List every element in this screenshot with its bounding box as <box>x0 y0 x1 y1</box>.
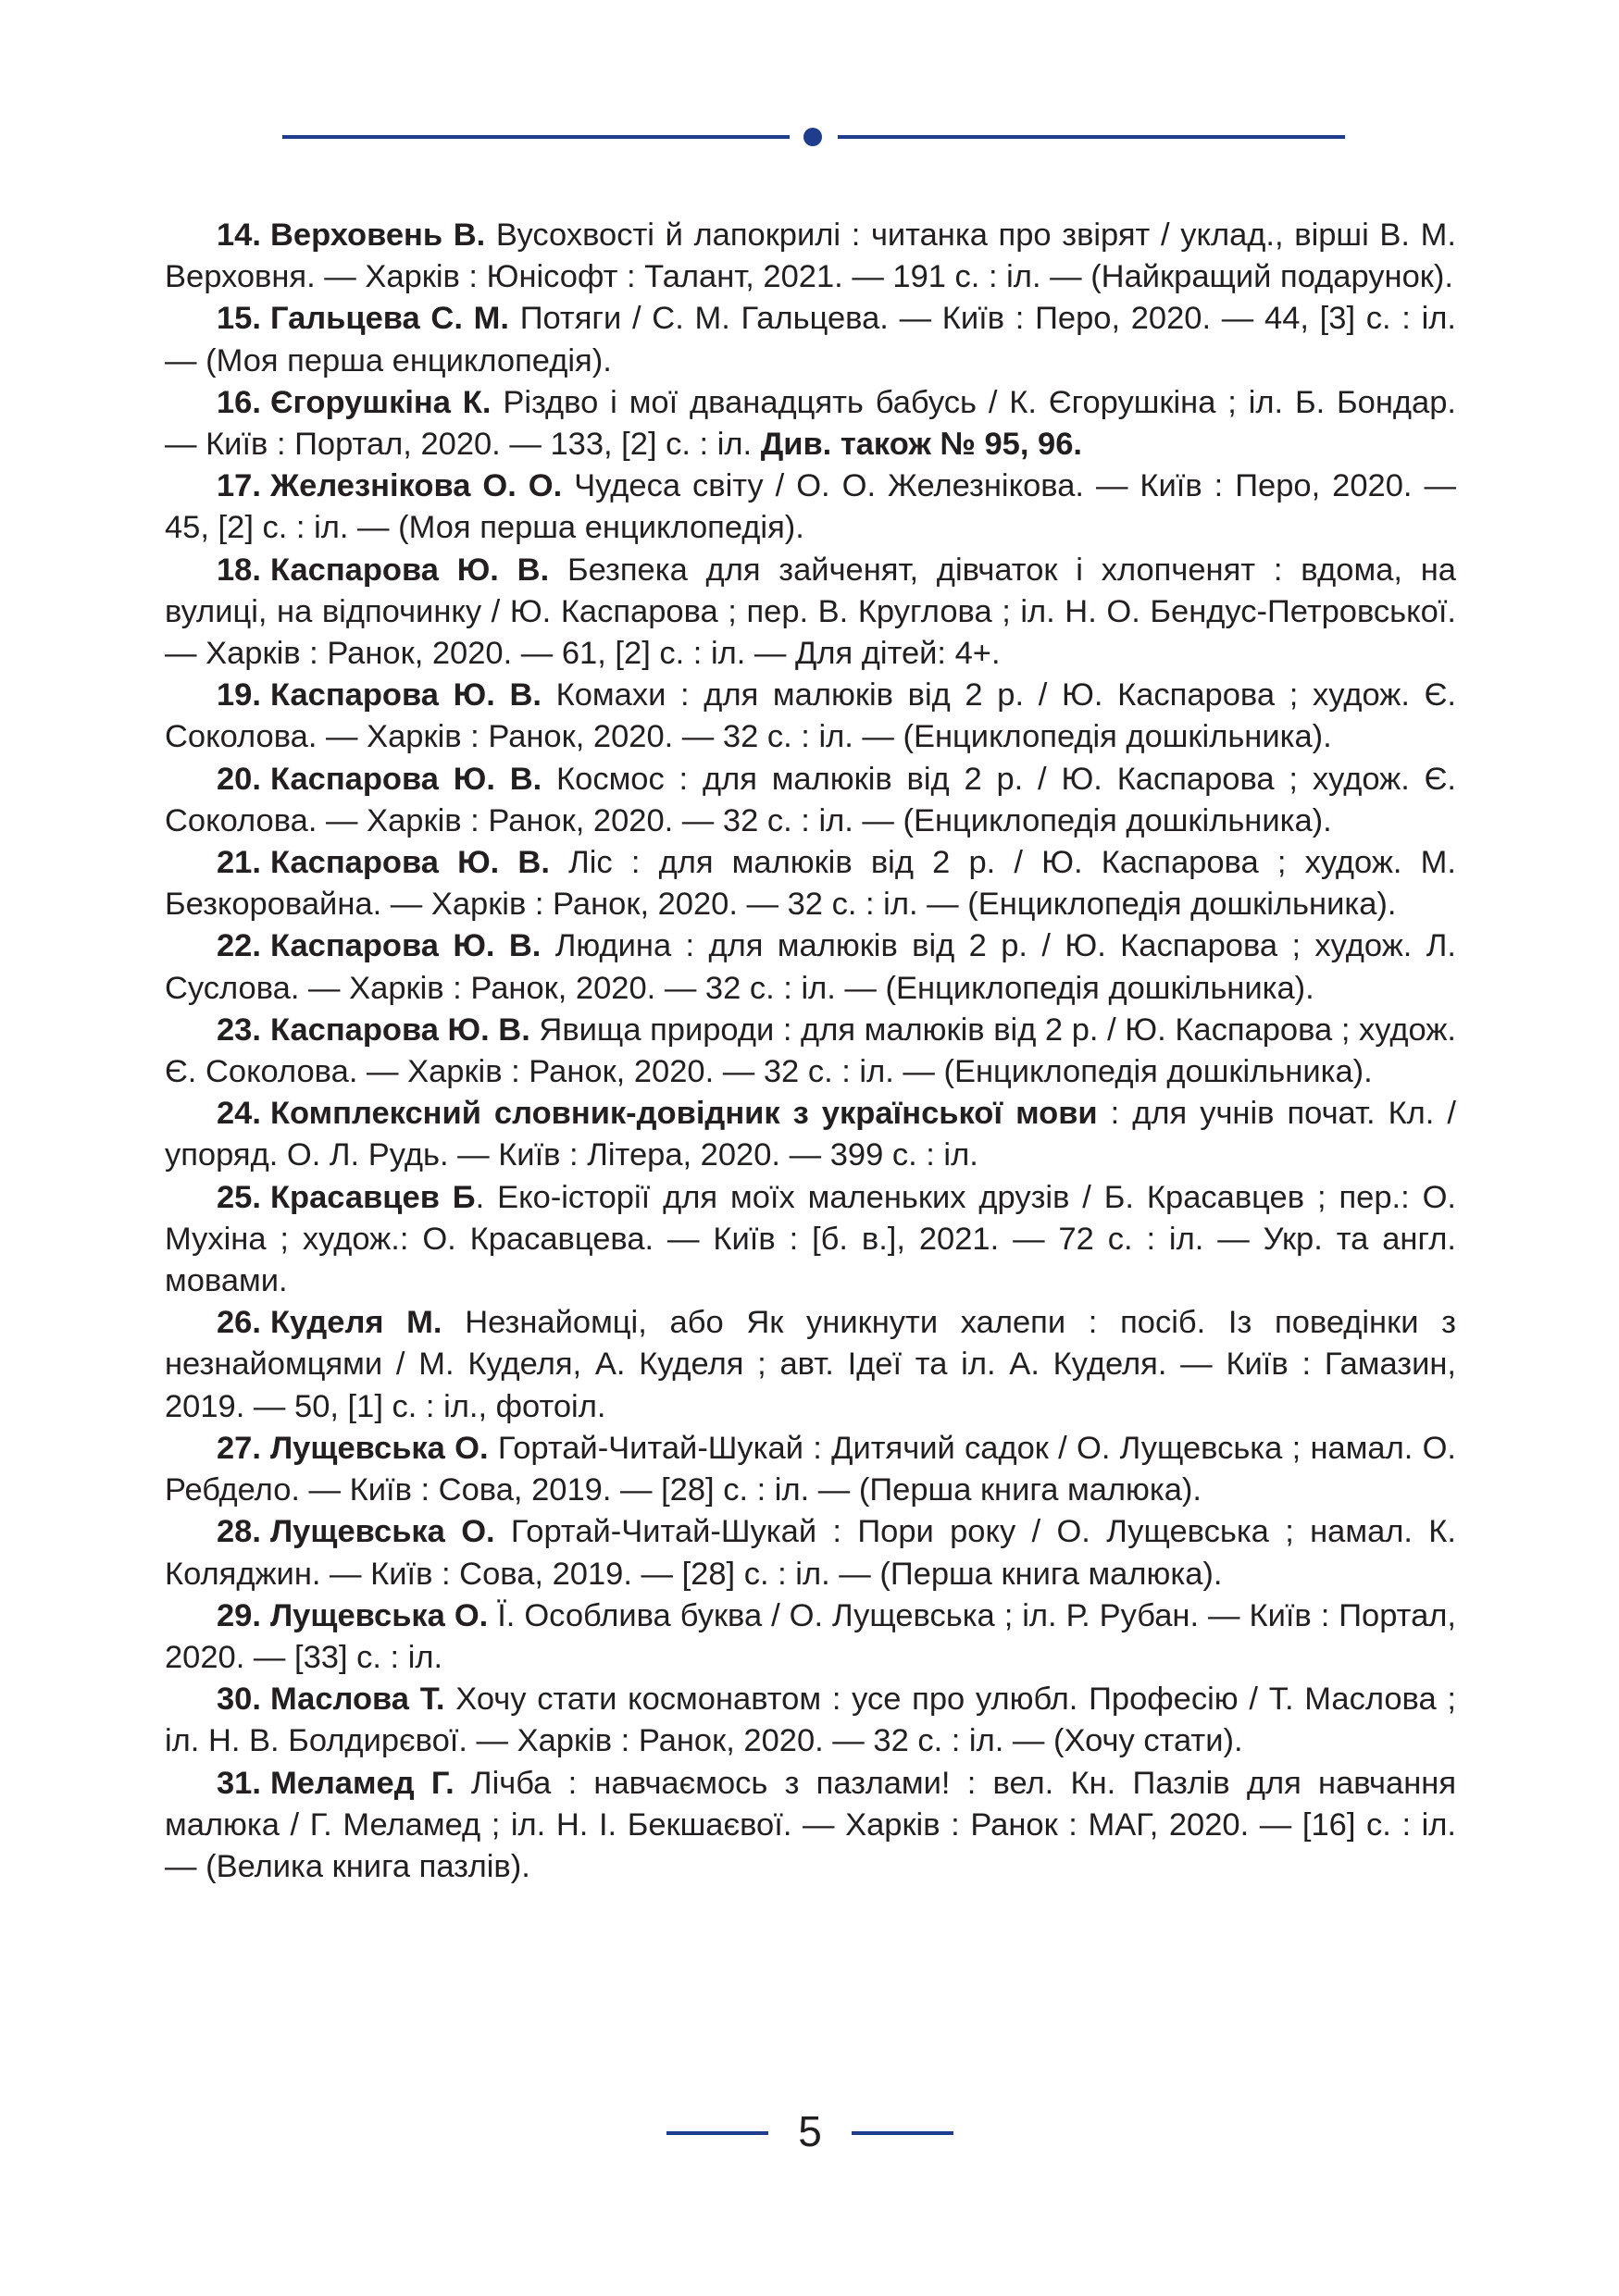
entry-text: Комахи : для малюків від 2 р. / Ю. Каспарова ; худож. Є. Соколова. — Харків : Ранок, 2020. — 32 с. : іл. — (Енциклопедія дошкільника). <box>165 677 1456 755</box>
bibliography-entry <box>165 1093 1456 1176</box>
entry-number: 21. <box>217 845 261 881</box>
entry-author: Каспарова Ю. В. <box>269 928 542 964</box>
bibliography-entry <box>165 1177 1456 1303</box>
page-number: 5 <box>798 2107 822 2155</box>
bibliography-entry <box>165 465 1456 549</box>
entry-number: 22. <box>217 928 261 964</box>
bibliography-entry <box>165 215 1456 298</box>
entry-number: 19. <box>217 677 261 714</box>
bibliography-list <box>165 215 1456 1888</box>
entry-number: 18. <box>217 552 261 588</box>
bibliography-entry <box>165 1679 1456 1762</box>
entry-text: . Еко-історії для моїх маленьких друзів / Б. Красавцев ; пер.: О. Мухіна ; худож.: О. Красавцева. — Київ : [б. в.], 2021. — 72 с. : іл. — Укр. та англ. мовами. <box>165 1179 1457 1299</box>
entry-text: Вусохвості й лапокрилі : читанка про звірят / уклад., вірші В. М. Верховня. — Харків : Юнісофт : Талант, 2021. — 191 с. : іл. — (Найкращий подарунок). <box>165 217 1456 295</box>
header-ornament <box>282 128 1345 146</box>
entry-author: Комплексний словник-довідник з української мови <box>269 1096 1098 1132</box>
footer-rule-right <box>852 2131 953 2135</box>
entry-text: Чудеса світу / О. О. Железнікова. — Київ : Перо, 2020. — 45, [2] с. : іл. — (Моя перша енциклопедія). <box>165 468 1456 546</box>
entry-number: 16. <box>217 384 261 420</box>
entry-number: 20. <box>217 761 261 797</box>
entry-text: Хочу стати космонавтом : усе про улюбл. Професію / Т. Маслова ; іл. Н. В. Болдирєвої. — Харків : Ранок, 2020. — 32 с. : іл. — (Хочу стати). <box>165 1682 1456 1759</box>
bibliography-entry <box>165 1511 1456 1595</box>
entry-author: Каспарова Ю. В. <box>269 552 550 588</box>
entry-author: Маслова Т. <box>269 1682 445 1718</box>
header-rule-right <box>838 135 1345 139</box>
bibliography-entry <box>165 1428 1456 1511</box>
bibliography-entry <box>165 1595 1456 1679</box>
entry-text: Явища природи : для малюків від 2 р. / Ю. Каспарова ; худож. Є. Соколова. — Харків : Ранок, 2020. — 32 с. : іл. — (Енциклопедія дошкільника). <box>165 1011 1456 1090</box>
entry-author: Єгорушкіна К. <box>269 384 492 420</box>
entry-author: Каспарова Ю. В. <box>269 1011 530 1048</box>
entry-author: Верховень В. <box>269 217 486 253</box>
header-dot <box>803 128 822 146</box>
entry-text: Людина : для малюків від 2 р. / Ю. Каспарова ; худож. Л. Суслова. — Харків : Ранок, 2020. — 32 с. : іл. — (Енциклопедія дошкільника). <box>165 928 1456 1006</box>
entry-author: Куделя М. <box>269 1305 442 1341</box>
bibliography-entry <box>165 759 1456 842</box>
entry-number: 15. <box>217 301 261 337</box>
entry-author: Гальцева С. М. <box>269 301 509 337</box>
entry-number: 30. <box>217 1682 261 1718</box>
footer-rule-left <box>666 2131 768 2135</box>
bibliography-entry <box>165 382 1456 465</box>
entry-text: Космос : для малюків від 2 р. / Ю. Каспарова ; худож. Є. Соколова. — Харків : Ранок, 2020. — 32 с. : іл. — (Енциклопедія дошкільника). <box>165 761 1456 838</box>
entry-author: Железнікова О. О. <box>269 468 563 504</box>
entry-text: Незнайомці, або Як уникнути халепи : посіб. Із поведінки з незнайомцями / М. Куделя, А. Куделя ; авт. Ідеї та іл. А. Куделя. — Київ : Гамазин, 2019. — 50, [1] с. : іл., фотоіл. <box>165 1305 1456 1424</box>
entry-author: Лущевська О. <box>269 1597 489 1633</box>
page-footer <box>666 2105 953 2161</box>
entry-text: Ї. Особлива буква / О. Лущевська ; іл. Р. Рубан. — Київ : Портал, 2020. — [33] с. : іл. <box>165 1597 1456 1675</box>
bibliography-entry <box>165 925 1456 1009</box>
bibliography-entry <box>165 675 1456 758</box>
bibliography-entry <box>165 550 1456 676</box>
bibliography-entry <box>165 842 1456 925</box>
header-rule-left <box>282 135 790 139</box>
entry-text: Лічба : навчаємось з пазлами! : вел. Кн. Пазлів для навчання малюка / Г. Меламед ; іл. Н. І. Бекшаєвої. — Харків : Ранок : МАГ, 2020. — [16] с. : іл. — (Велика книга пазлів). <box>165 1765 1456 1884</box>
entry-author: Лущевська О. <box>269 1430 489 1466</box>
entry-see-also: Див. також № 95, 96. <box>760 427 1082 463</box>
entry-number: 28. <box>217 1514 261 1550</box>
entry-text: Потяги / С. М. Гальцева. — Київ : Перо, 2020. — 44, [3] с. : іл. — (Моя перша енциклопедія). <box>165 301 1456 379</box>
entry-author: Каспарова Ю. В. <box>269 761 542 797</box>
entry-text: Різдво і мої дванадцять бабусь / К. Єгорушкіна ; іл. Б. Бондар. — Київ : Портал, 2020. — 133, [2] с. : іл. <box>165 384 1456 463</box>
entry-number: 25. <box>217 1179 261 1215</box>
entry-number: 31. <box>217 1765 261 1801</box>
entry-number: 17. <box>217 468 261 504</box>
entry-text: Ліс : для малюків від 2 р. / Ю. Каспарова ; худож. М. Безкоровайна. — Харків : Ранок, 2020. — 32 с. : іл. — (Енциклопедія дошкільника). <box>165 845 1457 923</box>
entry-number: 23. <box>217 1011 261 1048</box>
entry-author: Каспарова Ю. В. <box>269 845 550 881</box>
entry-number: 26. <box>217 1305 261 1341</box>
entry-text: Гортай-Читай-Шукай : Дитячий садок / О. Лущевська ; намал. О. Ребдело. — Київ : Сова, 2019. — [28] с. : іл. — (Перша книга малюка). <box>165 1430 1457 1508</box>
entry-text: Безпека для зайченят, дівчаток і хлопченят : вдома, на вулиці, на відпочинку / Ю. Каспарова ; пер. В. Круглова ; іл. Н. О. Бендус-Петровської. — Харків : Ранок, 2020. — 61, [2] с. : іл. — Для дітей: 4+. <box>165 552 1456 672</box>
entry-number: 27. <box>217 1430 261 1466</box>
bibliography-entry <box>165 1302 1456 1428</box>
entry-number: 24. <box>217 1096 261 1132</box>
bibliography-entry <box>165 1763 1456 1889</box>
entry-number: 14. <box>217 217 261 253</box>
entry-text: Гортай-Читай-Шукай : Пори року / О. Лущевська ; намал. К. Коляджин. — Київ : Сова, 2019. — [28] с. : іл. — (Перша книга малюка). <box>165 1514 1456 1592</box>
entry-author: Каспарова Ю. В. <box>269 677 542 714</box>
entry-number: 29. <box>217 1597 261 1633</box>
entry-author: Меламед Г. <box>269 1765 455 1801</box>
entry-text: : для учнів почат. Кл. / упоряд. О. Л. Рудь. — Київ : Літера, 2020. — 399 с. : іл. <box>165 1096 1456 1173</box>
bibliography-entry <box>165 298 1456 381</box>
entry-author: Красавцев Б <box>269 1179 476 1215</box>
entry-author: Лущевська О. <box>269 1514 495 1550</box>
bibliography-entry <box>165 1010 1456 1093</box>
